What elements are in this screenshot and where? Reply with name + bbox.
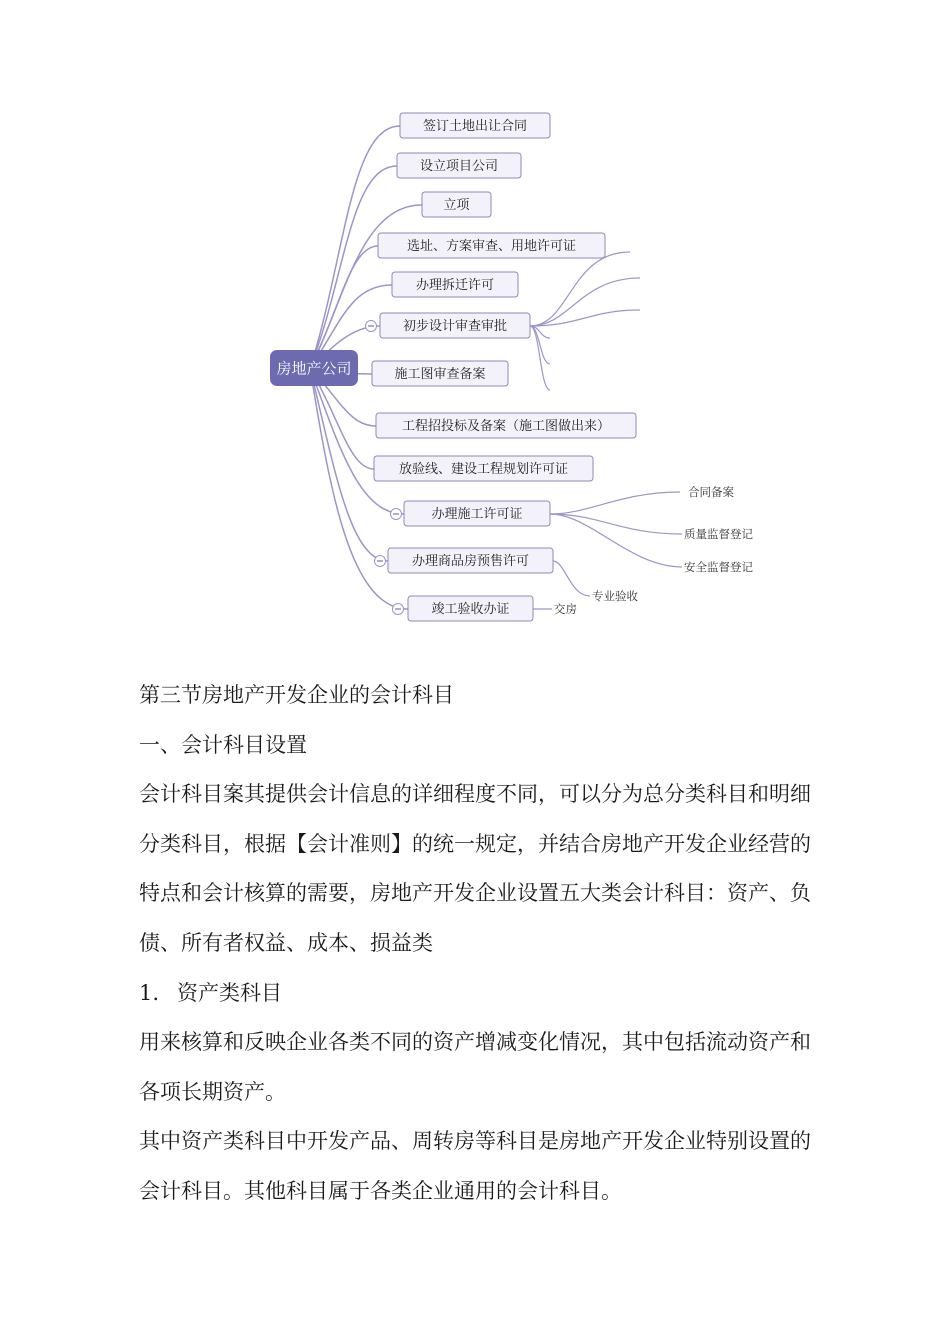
root-node [270,350,358,386]
mindmap-figure [270,110,820,625]
paragraph-1: 会计科目案其提供会计信息的详细程度不同，可以分为总分类科目和明细分类科目，根据【会计准则】的统一规定，并结合房地产开发企业经营的特点和会计核算的需要，房地产开发企业设置五大类会计科目：资产、负债、所有者权益、成本、损益类 [139,782,811,955]
branch-node-label: 办理拆迁许可 [415,278,495,293]
leaf-node-label: 交房 [554,602,577,616]
branch-node [378,233,605,258]
branch-node-label: 办理施工许可证 [431,507,523,522]
branch-node-label: 办理商品房预售许可 [411,554,530,569]
leaf-node-label: 合同备案 [688,485,734,499]
branch-node [380,313,530,338]
leaf-node-label: 安全监督登记 [684,560,753,574]
branch-node-label: 选址、方案审查、用地许可证 [406,239,577,254]
branch-node [374,456,593,481]
leaf-node-label: 质量监督登记 [684,527,753,541]
branch-node [388,548,553,573]
list-item-title: 资产类科目 [177,980,282,1005]
branch-node [376,413,636,438]
paragraph-3: 其中资产类科目中开发产品、周转房等科目是房地产开发企业特别设置的会计科目。其他科目属于各类企业通用的会计科目。 [139,1129,811,1203]
branch-node [408,596,533,621]
branch-node [372,361,508,386]
branch-node [397,153,521,178]
root-node-label: 房地产公司 [276,359,352,378]
collapse-toggle-icon[interactable] [366,321,377,332]
list-item-1 [139,969,819,1019]
collapse-toggle-icon[interactable] [391,509,402,520]
leaf-node-label: 专业验收 [592,589,638,603]
branch-node-label: 初步设计审查审批 [402,319,508,334]
branch-node [400,113,550,138]
section-title: 第三节房地产开发企业的会计科目 [139,683,454,707]
branch-nodes [366,113,637,621]
document-body [139,671,819,1217]
branch-node-label: 放验线、建设工程规划许可证 [398,462,569,477]
branch-node-label: 工程招投标及备案（施工图做出来） [401,419,611,434]
mindmap-svg [270,110,820,625]
branch-node [392,272,518,297]
branch-node-label: 施工图审查备案 [394,367,486,382]
branch-node [422,192,491,217]
list-item-number: 1. [139,980,160,1005]
collapse-toggle-icon[interactable] [393,604,404,615]
collapse-toggle-icon[interactable] [375,556,386,567]
branch-node-label: 签订土地出让合同 [422,119,528,134]
paragraph-2: 用来核算和反映企业各类不同的资产增减变化情况，其中包括流动资产和各项长期资产。 [139,1030,811,1104]
branch-node-label: 设立项目公司 [419,159,499,174]
subsection-heading: 一、会计科目设置 [139,732,307,757]
branch-node [404,501,550,526]
branch-node-label: 竣工验收办证 [431,602,510,617]
branch-node-label: 立项 [443,198,470,213]
